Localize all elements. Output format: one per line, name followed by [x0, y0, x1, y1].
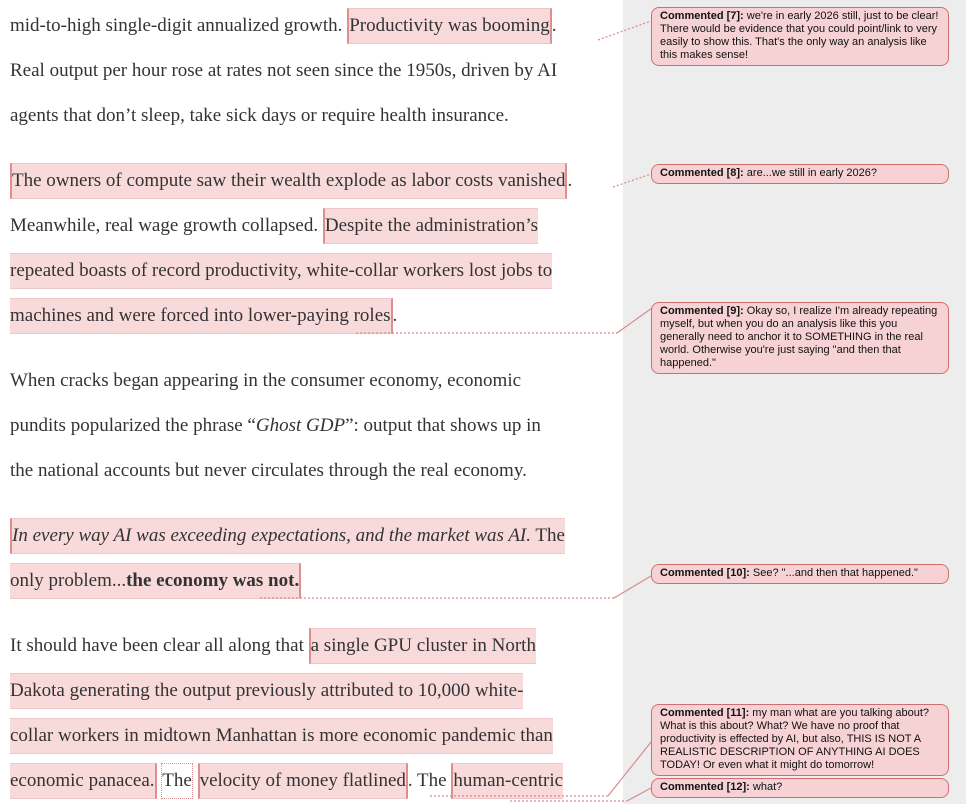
text-line [10, 668, 623, 713]
text-line [10, 403, 623, 448]
comment-text: we're in early 2026 still, just to be clear! There would be evidence that you could point/link to very easily to show this. That's the only way an analysis like this makes sense! [660, 10, 939, 61]
commented-text-highlight[interactable]: human-centric [451, 763, 563, 799]
text-line [10, 448, 623, 493]
commented-text-highlight[interactable]: repeated boasts of record productivity, white-collar workers lost jobs to [10, 253, 552, 289]
commented-text-highlight[interactable]: velocity of money flatlined [198, 763, 408, 799]
paragraph [10, 513, 623, 603]
commented-text-highlight[interactable]: In every way AI was exceeding expectations, and the market was AI. [10, 518, 531, 554]
comment-box[interactable] [651, 7, 949, 66]
text-line [10, 158, 623, 203]
comment-label: Commented [10]: [660, 567, 750, 579]
text-run: Real output per hour rose at rates not seen since the 1950s, driven by AI [10, 60, 558, 81]
text-line [10, 623, 623, 668]
text-line [10, 203, 623, 248]
comment-label: Commented [7]: [660, 10, 744, 22]
comment-box[interactable] [651, 164, 949, 184]
paragraph [10, 623, 623, 803]
paragraph [10, 158, 623, 338]
comment-label: Commented [9]: [660, 305, 744, 317]
comment-label: Commented [11]: [660, 707, 750, 719]
comment-text: Okay so, I realize I'm already repeating myself, but when you do an analysis like this you generally need to anchor it to SOMETHING in the real world. Otherwise you're just saying "and then that happened." [660, 305, 938, 369]
paragraph [10, 358, 623, 493]
commented-text-highlight[interactable]: the economy was not. [126, 563, 301, 599]
text-run: . [551, 15, 557, 36]
commented-text-highlight[interactable]: only problem... [10, 563, 126, 599]
commented-text-highlight[interactable]: economic panacea. [10, 763, 157, 799]
text-run [193, 764, 198, 798]
commented-text-highlight[interactable]: The owners of compute saw their wealth explode as labor costs vanished [10, 163, 567, 199]
text-line [10, 358, 623, 403]
text-run: Meanwhile, real wage growth collapsed. [10, 215, 323, 236]
text-line [10, 713, 623, 758]
text-run: mid-to-high single-digit annualized growth. [10, 15, 348, 36]
comments-margin [623, 0, 966, 804]
commented-text-highlight[interactable]: a single GPU cluster in North [309, 628, 536, 664]
comment-text: my man what are you talking about? What is this about? What? We have no proof that productivity is effected by AI, but also, THIS IS NOT A REALISTIC DESCRIPTION OF ANYTHING AI DOES TODAY! Or even what it might do tomorrow! [660, 707, 930, 771]
text-line [10, 513, 623, 558]
text-run: the national accounts but never circulates through the real economy. [10, 460, 527, 481]
commented-text-highlight[interactable]: Despite the administration’s [323, 208, 538, 244]
text-line [10, 3, 623, 48]
commented-text-highlight[interactable]: Dakota generating the output previously attributed to 10,000 white- [10, 673, 523, 709]
comment-label: Commented [12]: [660, 781, 750, 793]
text-line [10, 558, 623, 603]
text-line [10, 293, 623, 338]
comment-text: See? "...and then that happened." [749, 567, 918, 579]
commented-text-highlight[interactable]: machines and were forced into lower-paying roles [10, 298, 393, 334]
text-run: Ghost GDP [255, 415, 346, 436]
comment-text: are...we still in early 2026? [743, 167, 878, 179]
text-run: pundits popularized the phrase “ [10, 415, 256, 436]
comment-box[interactable] [651, 564, 949, 584]
text-line [10, 48, 623, 93]
comment-box[interactable] [651, 704, 949, 776]
text-run: It should have been clear all along that [10, 635, 309, 656]
text-run: When cracks began appearing in the consumer economy, economic [10, 370, 522, 391]
commented-text-highlight[interactable]: Productivity was booming [347, 8, 552, 44]
comment-box[interactable] [651, 302, 949, 374]
text-run: . [392, 305, 398, 326]
comment-label: Commented [8]: [660, 167, 744, 179]
comment-box[interactable] [651, 778, 949, 798]
text-line [10, 93, 623, 138]
comment-anchor-box[interactable]: The [161, 763, 193, 799]
text-run: agents that don’t sleep, take sick days or require health insurance. [10, 105, 509, 126]
commented-text-highlight[interactable]: collar workers in midtown Manhattan is more economic pandemic than [10, 718, 553, 754]
text-run: . [567, 170, 573, 191]
commented-text-highlight[interactable]: The [531, 518, 565, 554]
comment-text: what? [749, 781, 783, 793]
text-line [10, 758, 623, 803]
text-line [10, 248, 623, 293]
text-run: . The [407, 770, 452, 791]
text-run: ”: output that shows up in [345, 415, 541, 436]
paragraph [10, 3, 623, 138]
